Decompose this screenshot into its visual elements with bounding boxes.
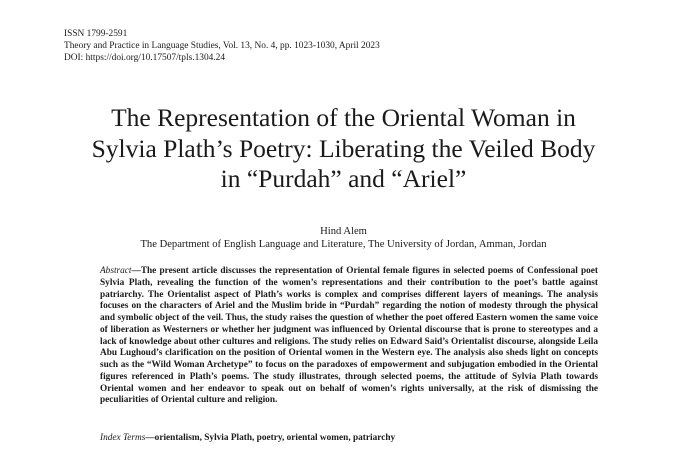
abstract-label: Abstract	[100, 266, 132, 276]
title-line: The Representation of the Oriental Woman in	[111, 103, 576, 132]
author-name: Hind Alem	[320, 226, 367, 237]
abstract-text: —The present article discusses the representation of Oriental female figures in selected poems of Confessional poet Sylvia Plath, revealing the function of the women’s representations and their contribution to the poet’s battle against patriarchy. The Orientalist aspect of Plath’s works is complex and comprises different layers of meanings. The analysis focuses on the characters of Ariel and the Muslim bride in “Purdah” regarding the notion of modesty through the physical and symbolic object of the veil. Thus, the study raises the question of whether the poet offered Eastern women the same voice of liberation as Westerners or whether her judgment was influenced by Oriental discourse that is prone to stereotypes and a lack of knowledge about other cultures and religions. The study relies on Edward Said’s Orientalist discourse, alongside Leila Abu Lughoud’s clarification on the position of Oriental women in the Western eye. The analysis also sheds light on concepts such as the “Wild Woman Archetype” to focus on the paradoxes of empowerment and subjugation embodied in the Oriental figures referenced in Plath’s poems. The study illustrates, through selected poems, the attitude of Sylvia Plath towards Oriental women and her endeavor to speak out on behalf of women’s rights universally, at the risk of dismissing the peculiarities of Oriental culture and religion.	[100, 266, 598, 406]
doi: DOI: https://doi.org/10.17507/tpls.1304.24	[64, 52, 226, 63]
journal-citation: Theory and Practice in Language Studies, Vol. 13, No. 4, pp. 1023-1030, April 2023	[64, 40, 380, 51]
index-terms	[100, 433, 598, 445]
journal-info	[64, 29, 380, 64]
index-terms-text: —orientalism, Sylvia Plath, poetry, oriental women, patriarchy	[145, 433, 396, 443]
title-line: Sylvia Plath’s Poetry: Liberating the Veiled Body	[91, 133, 596, 163]
paper-title	[30, 103, 657, 195]
abstract	[100, 266, 598, 407]
author-affiliation: The Department of English Language and Literature, The University of Jordan, Amman, Jordan	[140, 239, 547, 250]
index-terms-label: Index Terms	[100, 433, 146, 443]
issn: ISSN 1799-2591	[64, 29, 128, 39]
title-line: in “Purdah” and “Ariel”	[220, 164, 467, 193]
